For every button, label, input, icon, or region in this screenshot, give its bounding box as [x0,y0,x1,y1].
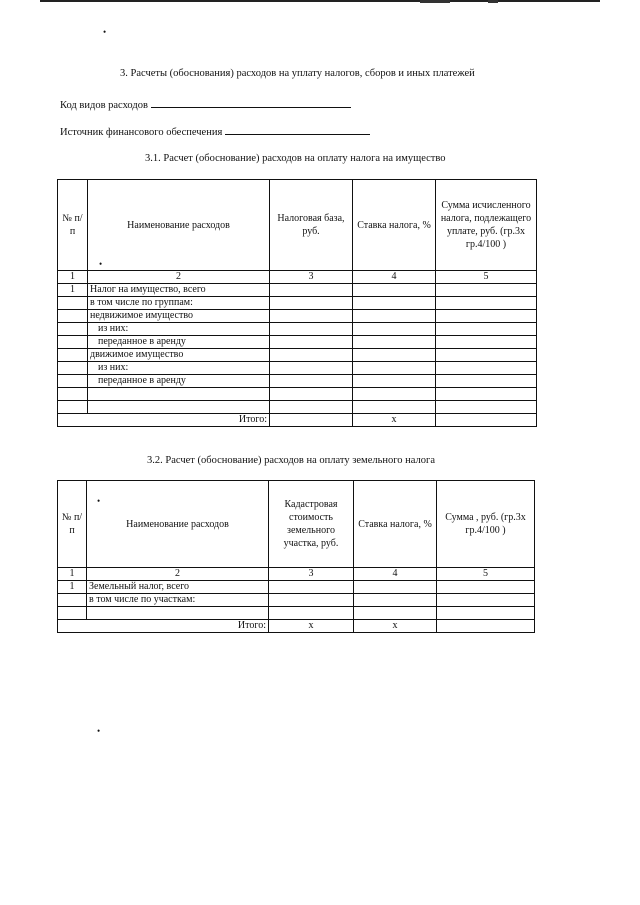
scan-speck: • [99,259,103,269]
row-name [87,607,269,620]
table1-title: 3.1. Расчет (обоснование) расходов на оплату налога на имущество [145,153,446,164]
row-number [58,349,88,362]
column-number-row [58,271,537,284]
table-row [58,336,537,349]
header-cell: Наименование расходов [88,180,270,271]
row-number [58,375,88,388]
header-cell: Ставка налога, % [353,180,436,271]
column-number: 5 [437,568,535,581]
table-row [58,581,535,594]
row-name: в том числе по группам: [88,297,270,310]
row-number: 1 [58,581,87,594]
tax-amount-cell[interactable] [436,323,537,336]
tax-amount-cell[interactable] [436,310,537,323]
header-cell: Сумма , руб. (гр.3х гр.4/100 ) [437,481,535,568]
row-name: переданное в аренду [88,336,270,349]
tax-base-cell[interactable] [270,284,353,297]
tax-base-cell[interactable] [270,362,353,375]
total-tax-base-cell[interactable] [270,414,353,427]
tax-base-cell[interactable] [270,375,353,388]
column-number: 1 [58,271,88,284]
cadastral-value-cell[interactable] [269,607,354,620]
tax-base-cell[interactable] [270,310,353,323]
row-number [58,323,88,336]
tax-amount-cell[interactable] [436,375,537,388]
tax-rate-cell[interactable] [353,336,436,349]
tax-amount-cell[interactable] [436,401,537,414]
expense-code-label: Код видов расходов [60,100,148,111]
tax-rate-cell[interactable] [353,323,436,336]
funding-source-blank[interactable] [225,125,370,135]
row-name: из них: [88,362,270,375]
tax-base-cell[interactable] [270,297,353,310]
tax-rate-cell[interactable] [353,388,436,401]
row-number [58,336,88,349]
total-rate-cell: x [354,620,437,633]
funding-source-line [60,125,370,138]
tax-rate-cell[interactable] [353,362,436,375]
tax-rate-cell[interactable] [353,349,436,362]
scan-speck: • [97,496,101,506]
tax-rate-cell[interactable] [354,594,437,607]
tax-base-cell[interactable] [270,349,353,362]
column-number: 2 [87,568,269,581]
header-cell: Сумма исчисленного налога, подлежащего уплате, руб. (гр.3х гр.4/100 ) [436,180,537,271]
tax-rate-cell[interactable] [354,581,437,594]
tax-base-cell[interactable] [270,401,353,414]
tax-rate-cell[interactable] [353,297,436,310]
row-name: Налог на имущество, всего [88,284,270,297]
row-name: Земельный налог, всего [87,581,269,594]
tax-rate-cell[interactable] [353,401,436,414]
tax-amount-cell[interactable] [437,581,535,594]
row-number [58,297,88,310]
total-label: Итого: [58,414,270,427]
total-tax-amount-cell[interactable] [436,414,537,427]
table-row [58,401,537,414]
tax-amount-cell[interactable] [436,362,537,375]
row-name [88,388,270,401]
scan-top-edge [40,0,600,2]
section-title: 3. Расчеты (обоснования) расходов на уплату налогов, сборов и иных платежей [120,68,475,79]
tax-amount-cell[interactable] [436,349,537,362]
tax-base-cell[interactable] [270,388,353,401]
column-number: 4 [353,271,436,284]
table-header-row [58,481,535,568]
header-cell: Ставка налога, % [354,481,437,568]
column-number: 3 [269,568,354,581]
table-row [58,594,535,607]
scan-speck: • [97,726,101,736]
funding-source-label: Источник финансового обеспечения [60,127,223,138]
tax-amount-cell[interactable] [436,336,537,349]
cadastral-value-cell[interactable] [269,594,354,607]
land-tax-table [57,480,535,633]
header-cell: Наименование расходов [87,481,269,568]
total-rate-cell: x [353,414,436,427]
tax-amount-cell[interactable] [436,284,537,297]
table-row [58,323,537,336]
scan-top-mark [488,0,498,3]
tax-base-cell[interactable] [270,336,353,349]
total-label: Итого: [58,620,269,633]
scan-top-mark [420,0,450,3]
table-row [58,388,537,401]
column-number-row [58,568,535,581]
expense-code-line [60,98,351,111]
tax-rate-cell[interactable] [353,310,436,323]
property-tax-table [57,179,537,427]
row-name: из них: [88,323,270,336]
row-name: переданное в аренду [88,375,270,388]
column-number: 2 [88,271,270,284]
total-cadastral-cell: x [269,620,354,633]
table-header-row [58,180,537,271]
total-row [58,620,535,633]
row-number: 1 [58,284,88,297]
row-number [58,594,87,607]
table2-title: 3.2. Расчет (обоснование) расходов на оплату земельного налога [147,455,436,466]
row-name: недвижимое имущество [88,310,270,323]
column-number: 5 [436,271,537,284]
row-name: движимое имущество [88,349,270,362]
expense-code-blank[interactable] [151,98,351,108]
total-tax-amount-cell[interactable] [437,620,535,633]
row-number [58,401,88,414]
tax-amount-cell[interactable] [437,594,535,607]
cadastral-value-cell[interactable] [269,581,354,594]
row-name: в том числе по участкам: [87,594,269,607]
header-cell: № п/п [58,481,87,568]
table-row [58,297,537,310]
column-number: 4 [354,568,437,581]
tax-rate-cell[interactable] [354,607,437,620]
row-number [58,310,88,323]
table-row [58,310,537,323]
header-cell: Налоговая база, руб. [270,180,353,271]
tax-amount-cell[interactable] [437,607,535,620]
row-name [88,401,270,414]
header-cell: № п/п [58,180,88,271]
header-cell: Кадастровая стоимость земельного участка, руб. [269,481,354,568]
scan-speck: • [103,27,107,37]
table-row [58,607,535,620]
column-number: 3 [270,271,353,284]
column-number: 1 [58,568,87,581]
total-row [58,414,537,427]
tax-amount-cell[interactable] [436,297,537,310]
table-row [58,349,537,362]
tax-rate-cell[interactable] [353,375,436,388]
tax-base-cell[interactable] [270,323,353,336]
row-number [58,388,88,401]
tax-amount-cell[interactable] [436,388,537,401]
table-row [58,284,537,297]
tax-rate-cell[interactable] [353,284,436,297]
table-row [58,375,537,388]
row-number [58,607,87,620]
row-number [58,362,88,375]
table-row [58,362,537,375]
